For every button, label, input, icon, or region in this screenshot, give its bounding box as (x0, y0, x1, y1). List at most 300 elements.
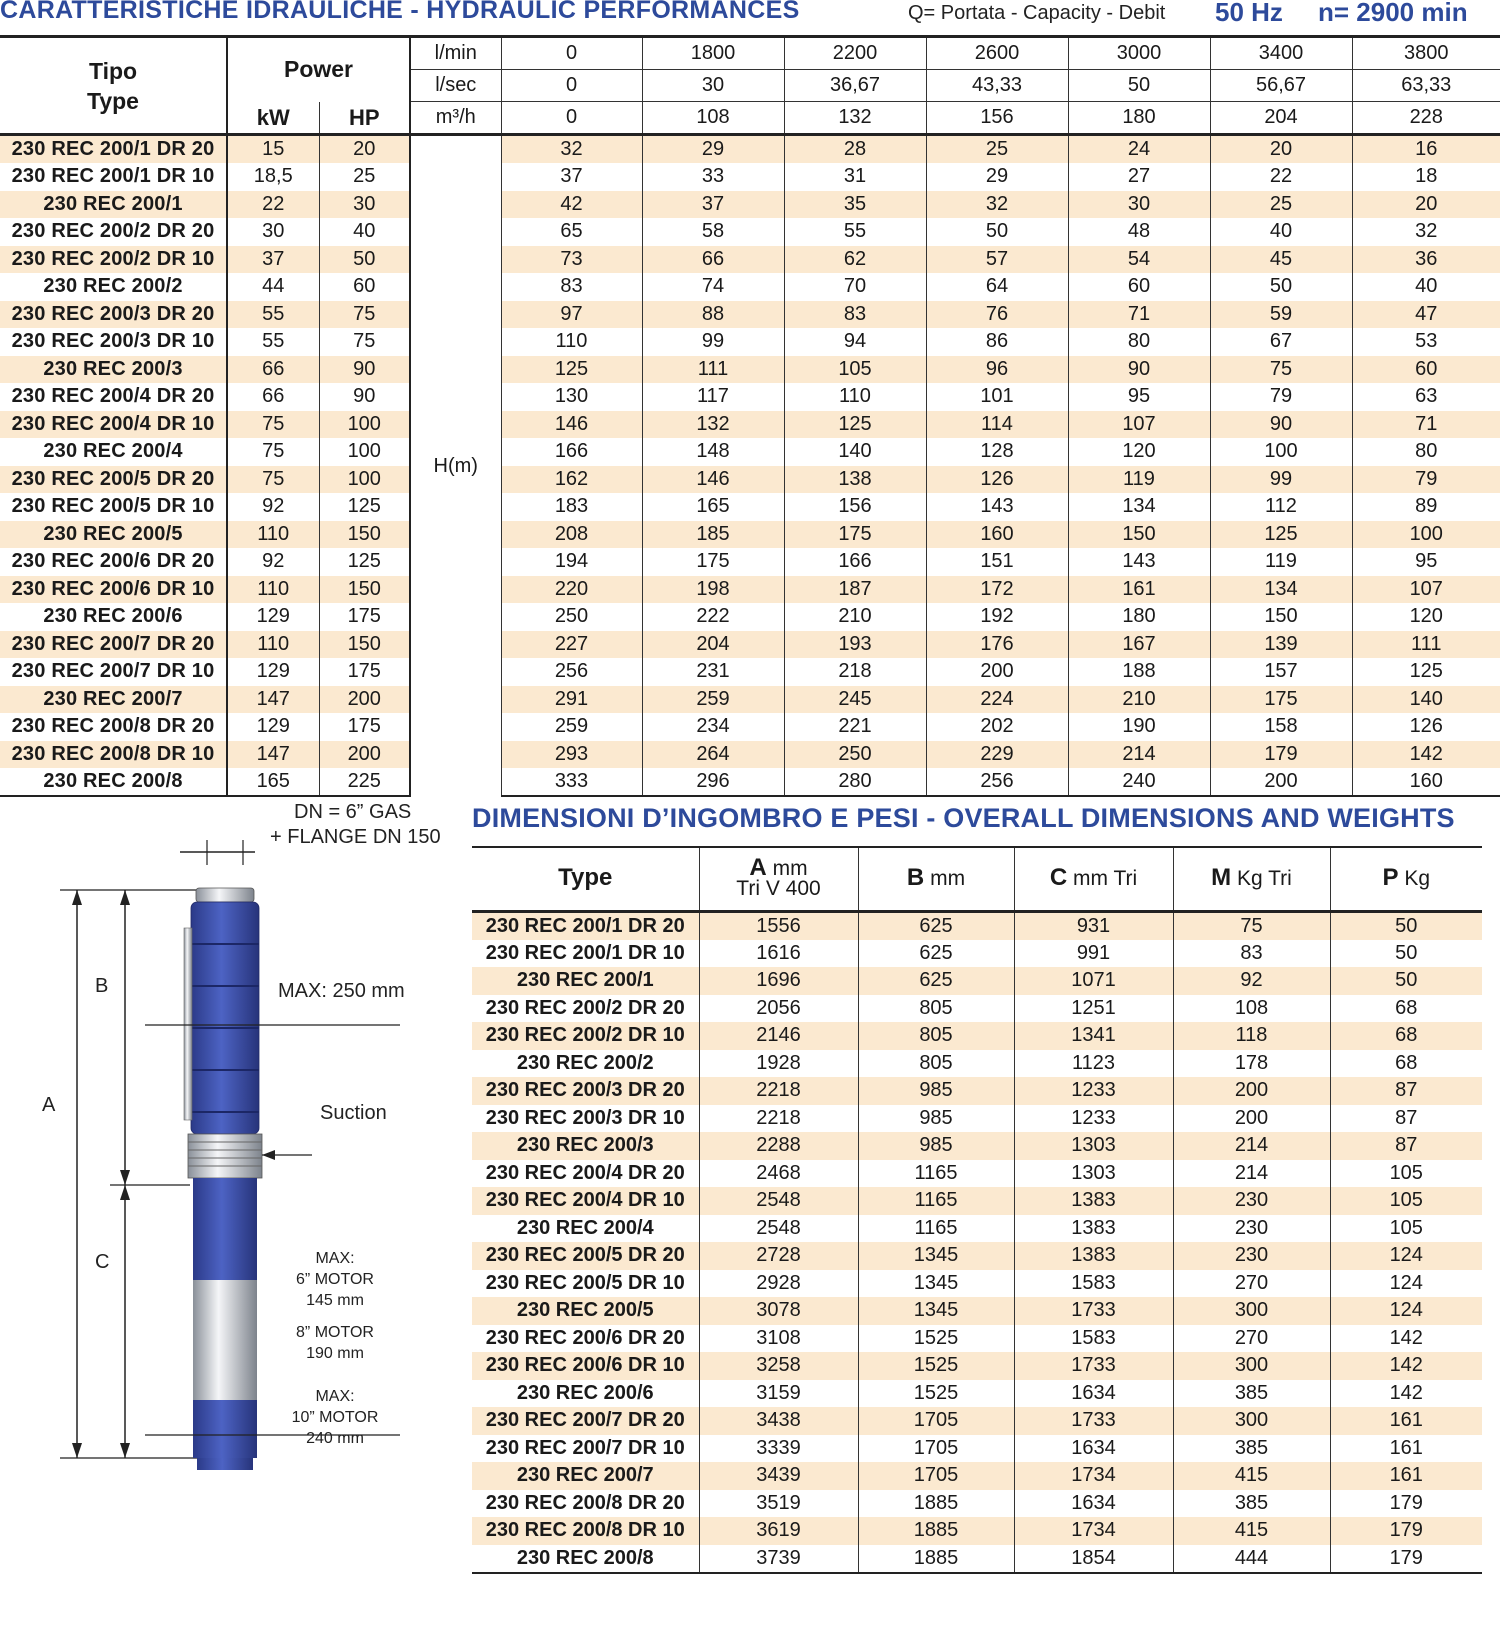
type-header (0, 37, 227, 135)
dim-p-cell: 68 (1330, 1022, 1482, 1050)
dim-m-cell: 108 (1173, 995, 1330, 1023)
head-value-cell: 59 (1210, 301, 1352, 329)
dim-p-cell: 87 (1330, 1132, 1482, 1160)
head-value-cell: 75 (1210, 356, 1352, 384)
head-value-cell: 187 (784, 576, 926, 604)
dim-c-cell: 1233 (1014, 1105, 1173, 1133)
dim-m-cell: 415 (1173, 1462, 1330, 1490)
head-value-cell: 183 (554, 495, 589, 518)
flow-unit-lmin: l/min (410, 37, 501, 70)
head-value-cell: 296 (642, 768, 784, 796)
table-row (0, 493, 1500, 521)
dim-b-cell: 1345 (858, 1242, 1014, 1270)
pump-type-cell: 230 REC 200/8 DR 20 (11, 715, 215, 738)
power-hp-cell: 75 (319, 328, 410, 356)
power-kw-cell: 66 (227, 383, 319, 411)
head-value-cell: 80 (1352, 438, 1500, 466)
head-value-cell: 126 (926, 466, 1068, 494)
dim-a-cell: 2548 (699, 1215, 858, 1243)
pump-type-cell: 230 REC 200/2 DR 10 (0, 246, 227, 274)
head-value-cell: 185 (642, 521, 784, 549)
table-row (0, 658, 1500, 686)
dim-a-cell: 3439 (699, 1462, 858, 1490)
table-row (472, 1077, 1482, 1105)
head-value-cell: 24 (1068, 135, 1210, 164)
head-value-cell: 90 (1210, 411, 1352, 439)
kw-header: kW (227, 102, 319, 135)
head-value-cell: 198 (642, 576, 784, 604)
dim-c-cell: 991 (1014, 940, 1173, 968)
head-value-cell: 146 (501, 411, 642, 439)
pump-type-cell: 230 REC 200/8 DR 20 (485, 1491, 685, 1514)
table-row (472, 1325, 1482, 1353)
dim-p-header (1330, 847, 1482, 911)
dim-b-cell: 805 (858, 1022, 1014, 1050)
pump-type-cell: 230 REC 200/7 DR 20 (0, 631, 227, 659)
dim-p-cell: 124 (1330, 1297, 1482, 1325)
head-value-cell: 37 (560, 165, 583, 188)
head-value-cell: 101 (926, 383, 1068, 411)
head-value-cell: 30 (1068, 191, 1210, 219)
head-value-cell: 156 (784, 493, 926, 521)
m-letter: M (1211, 864, 1232, 892)
b-letter: B (906, 864, 925, 892)
head-value-cell: 143 (1068, 548, 1210, 576)
power-hp-cell: 90 (319, 383, 410, 411)
head-value-cell: 65 (560, 220, 583, 243)
dim-m-cell: 415 (1173, 1517, 1330, 1545)
head-value-cell: 160 (1352, 768, 1500, 796)
dim-p-cell: 179 (1330, 1545, 1482, 1573)
head-value-cell: 259 (642, 686, 784, 714)
head-value-cell: 33 (642, 163, 784, 191)
dim-p-cell: 161 (1330, 1435, 1482, 1463)
head-value-cell: 25 (1210, 191, 1352, 219)
power-hp-cell: 50 (319, 246, 410, 274)
pump-type-cell: 230 REC 200/8 DR 10 (472, 1517, 699, 1545)
dim-a-cell: 1556 (699, 911, 858, 940)
head-value-cell: 160 (926, 521, 1068, 549)
dim-m-header (1173, 847, 1330, 911)
table-row (0, 135, 1500, 164)
head-value-cell: 62 (784, 246, 926, 274)
flow-lsec-cell: 43,33 (926, 70, 1068, 102)
power-hp-cell: 175 (319, 713, 410, 741)
head-value-cell: 79 (1210, 383, 1352, 411)
head-value-cell: 130 (554, 385, 589, 408)
head-value-cell: 67 (1210, 328, 1352, 356)
dim-a-header (699, 847, 858, 911)
dim-c-cell: 1303 (1014, 1160, 1173, 1188)
dim-m-cell: 118 (1173, 1022, 1330, 1050)
flow-lmin-cell: 0 (501, 37, 642, 70)
head-value-cell: 180 (1068, 603, 1210, 631)
speed-label: n= 2900 min (1318, 0, 1468, 27)
table-row (472, 1435, 1482, 1463)
head-value-cell: 193 (784, 631, 926, 659)
dim-c-cell: 1341 (1014, 1022, 1173, 1050)
capacity-note: Q= Portata - Capacity - Debit (908, 2, 1166, 24)
head-value-cell: 119 (1210, 548, 1352, 576)
c-letter: C (1049, 864, 1068, 892)
head-value-cell: 221 (784, 713, 926, 741)
head-value-cell: 90 (1068, 356, 1210, 384)
pump-type-cell: 230 REC 200/7 DR 10 (485, 1436, 685, 1459)
pump-type-cell: 230 REC 200/8 (472, 1545, 699, 1573)
dim-b-cell: 1705 (858, 1407, 1014, 1435)
pump-type-cell: 230 REC 200/4 DR 20 (485, 1161, 685, 1184)
pump-type-cell: 230 REC 200/2 DR 20 (485, 996, 685, 1019)
head-value-cell: 140 (1352, 686, 1500, 714)
head-value-cell: 138 (784, 466, 926, 494)
dim-p-cell: 142 (1330, 1380, 1482, 1408)
head-value-cell: 146 (642, 466, 784, 494)
dim-c-header (1014, 847, 1173, 911)
b-unit: mm (930, 867, 966, 891)
dim-a-cell: 2548 (699, 1187, 858, 1215)
flow-unit-lsec: l/sec (410, 70, 501, 102)
flow-m3h-cell: 108 (642, 102, 784, 135)
head-value-cell: 220 (501, 576, 642, 604)
head-value-cell: 222 (642, 603, 784, 631)
pump-type-cell: 230 REC 200/7 DR 10 (11, 660, 215, 683)
head-value-cell: 259 (554, 715, 589, 738)
power-hp-cell: 150 (319, 521, 410, 549)
head-value-cell: 64 (926, 273, 1068, 301)
head-value-cell: 99 (1210, 466, 1352, 494)
head-value-cell: 86 (926, 328, 1068, 356)
dim-a-cell: 3339 (699, 1435, 858, 1463)
head-value-cell: 150 (1210, 603, 1352, 631)
table-row (0, 521, 1500, 549)
head-value-cell: 37 (642, 191, 784, 219)
head-value-cell: 111 (1352, 631, 1500, 659)
table-row (0, 246, 1500, 274)
pump-type-cell: 230 REC 200/3 DR 10 (11, 330, 215, 353)
pump-type-cell: 230 REC 200/4 DR 20 (11, 385, 215, 408)
dim-m-cell: 230 (1173, 1187, 1330, 1215)
motor-6-note (285, 1248, 385, 1311)
flow-lsec-cell: 0 (501, 70, 642, 102)
dim-a-cell: 3438 (699, 1407, 858, 1435)
head-value-cell: 25 (926, 135, 1068, 164)
pump-type-cell: 230 REC 200/1 DR 20 (472, 911, 699, 940)
pump-type-cell: 230 REC 200/3 DR 20 (0, 301, 227, 329)
page-title: CARATTERISTICHE IDRAULICHE - HYDRAULIC PERFORMANCES (0, 0, 800, 24)
head-value-cell: 88 (642, 301, 784, 329)
head-value-cell: 194 (554, 550, 589, 573)
pump-type-cell: 230 REC 200/4 (516, 1216, 654, 1239)
head-value-cell: 229 (926, 741, 1068, 769)
dim-b-cell: 1885 (858, 1490, 1014, 1518)
dim-b-cell: 1885 (858, 1545, 1014, 1573)
head-value-cell: 200 (926, 658, 1068, 686)
head-value-cell: 80 (1068, 328, 1210, 356)
dim-c-cell: 1583 (1014, 1270, 1173, 1298)
motor-6-size: 145 mm (306, 1292, 364, 1309)
head-value-cell: 202 (926, 713, 1068, 741)
head-value-cell: 120 (1352, 603, 1500, 631)
dim-c-cell: 931 (1014, 911, 1173, 940)
p-unit: Kg (1404, 867, 1431, 891)
head-value-cell: 192 (926, 603, 1068, 631)
pump-type-cell: 230 REC 200/1 (0, 191, 227, 219)
head-value-cell: 188 (1068, 658, 1210, 686)
head-value-cell: 66 (642, 246, 784, 274)
flow-lsec-cell: 50 (1068, 70, 1210, 102)
dim-m-cell: 300 (1173, 1407, 1330, 1435)
power-hp-cell: 150 (319, 576, 410, 604)
power-kw-cell: 15 (227, 135, 319, 164)
head-value-cell: 63 (1352, 383, 1500, 411)
type-header-it: Tipo (88, 57, 138, 84)
power-kw-cell: 110 (227, 521, 319, 549)
dim-c-cell: 1634 (1014, 1490, 1173, 1518)
dim-b-cell: 1885 (858, 1517, 1014, 1545)
pump-type-cell: 230 REC 200/2 (516, 1051, 654, 1074)
max-diameter-label: MAX: 250 mm (278, 980, 405, 1002)
head-value-cell: 99 (642, 328, 784, 356)
power-kw-cell: 147 (227, 741, 319, 769)
table-row (472, 1462, 1482, 1490)
dim-m-cell: 200 (1173, 1077, 1330, 1105)
pump-type-cell: 230 REC 200/6 DR 20 (485, 1326, 685, 1349)
dim-a-cell: 3519 (699, 1490, 858, 1518)
table-row (0, 218, 1500, 246)
dim-m-cell: 230 (1173, 1215, 1330, 1243)
head-value-cell: 210 (1068, 686, 1210, 714)
dim-c-cell: 1071 (1014, 967, 1173, 995)
head-value-cell: 200 (1210, 768, 1352, 796)
table-row (472, 1407, 1482, 1435)
m-unit: Kg Tri (1236, 867, 1292, 891)
dim-m-cell: 214 (1173, 1160, 1330, 1188)
flow-m3h-cell: 156 (926, 102, 1068, 135)
dim-c-cell: 1383 (1014, 1242, 1173, 1270)
dim-a-cell: 1928 (699, 1050, 858, 1078)
motor-max-label: MAX: (315, 1388, 355, 1405)
dim-m-cell: 75 (1173, 911, 1330, 940)
pump-type-cell: 230 REC 200/3 DR 20 (472, 1077, 699, 1105)
head-value-cell: 27 (1068, 163, 1210, 191)
dim-c-cell: 1233 (1014, 1077, 1173, 1105)
head-value-cell: 210 (784, 603, 926, 631)
head-value-cell: 166 (784, 548, 926, 576)
dim-p-cell: 68 (1330, 995, 1482, 1023)
table-row (472, 1187, 1482, 1215)
power-kw-cell: 66 (227, 356, 319, 384)
dim-m-cell: 300 (1173, 1352, 1330, 1380)
head-value-cell: 333 (501, 768, 642, 796)
dim-a-cell: 1696 (699, 967, 858, 995)
pump-type-cell: 230 REC 200/2 (43, 275, 183, 298)
dimensions-title: DIMENSIONI D’INGOMBRO E PESI - OVERALL DIMENSIONS AND WEIGHTS (472, 803, 1455, 833)
table-row (0, 383, 1500, 411)
power-hp-cell: 175 (319, 603, 410, 631)
power-hp-cell: 125 (319, 548, 410, 576)
head-value-cell: 58 (642, 218, 784, 246)
power-kw-cell: 75 (227, 438, 319, 466)
head-value-cell: 110 (555, 330, 588, 353)
flow-lsec-cell: 30 (642, 70, 784, 102)
dim-a-cell: 2288 (699, 1132, 858, 1160)
head-value-cell: 175 (1210, 686, 1352, 714)
head-value-cell: 71 (1068, 301, 1210, 329)
table-row (472, 1352, 1482, 1380)
hp-header: HP (319, 102, 410, 135)
power-hp-cell: 30 (319, 191, 410, 219)
power-kw-cell: 75 (227, 411, 319, 439)
table-row (0, 713, 1500, 741)
pump-type-cell: 230 REC 200/6 (43, 605, 183, 628)
head-value-cell: 143 (926, 493, 1068, 521)
dim-m-cell: 83 (1173, 940, 1330, 968)
head-label: H(m) (410, 135, 501, 797)
head-value-cell: 140 (784, 438, 926, 466)
head-value-cell: 28 (784, 135, 926, 164)
head-value-cell: 105 (784, 356, 926, 384)
head-value-cell: 139 (1210, 631, 1352, 659)
dim-p-cell: 105 (1330, 1215, 1482, 1243)
pump-type-cell: 230 REC 200/5 DR 10 (11, 495, 215, 518)
head-value-cell: 60 (1068, 273, 1210, 301)
dim-b-cell: 1525 (858, 1325, 1014, 1353)
table-row (472, 1490, 1482, 1518)
dim-c-cell: 1733 (1014, 1352, 1173, 1380)
head-value-cell: 256 (926, 768, 1068, 796)
table-row (472, 1242, 1482, 1270)
table-row (472, 940, 1482, 968)
pump-type-cell: 230 REC 200/5 DR 10 (485, 1271, 685, 1294)
dim-a-cell: 2218 (699, 1105, 858, 1133)
power-kw-cell: 110 (227, 576, 319, 604)
head-value-cell: 79 (1352, 466, 1500, 494)
flange-label: + FLANGE DN 150 (270, 826, 441, 848)
flow-lsec-cell: 56,67 (1210, 70, 1352, 102)
motor-8-note (285, 1322, 385, 1364)
power-kw-cell: 92 (227, 493, 319, 521)
head-value-cell: 94 (784, 328, 926, 356)
pump-illustration (0, 810, 460, 1510)
head-value-cell: 280 (784, 768, 926, 796)
dim-b-cell: 1705 (858, 1435, 1014, 1463)
head-value-cell: 50 (1210, 273, 1352, 301)
p-letter: P (1382, 864, 1399, 892)
pump-type-cell: 230 REC 200/1 DR 10 (485, 941, 685, 964)
dim-c-label: C (95, 1251, 110, 1273)
dim-c-cell: 1733 (1014, 1297, 1173, 1325)
pump-type-cell: 230 REC 200/1 DR 10 (11, 165, 215, 188)
head-value-cell: 76 (926, 301, 1068, 329)
table-row (0, 273, 1500, 301)
table-row (472, 1517, 1482, 1545)
hydraulic-performance-table (0, 35, 1500, 797)
pump-type-cell: 230 REC 200/5 (0, 521, 227, 549)
pump-type-cell: 230 REC 200/1 DR 20 (0, 135, 227, 164)
dim-c-cell: 1583 (1014, 1325, 1173, 1353)
head-value-cell: 110 (784, 383, 926, 411)
head-value-cell: 95 (1352, 548, 1500, 576)
head-value-cell: 179 (1210, 741, 1352, 769)
motor-8-label: 8” MOTOR (296, 1324, 374, 1341)
table-row (0, 191, 1500, 219)
flow-m3h-cell: 0 (501, 102, 642, 135)
head-value-cell: 119 (1068, 466, 1210, 494)
dim-a-cell: 1616 (699, 940, 858, 968)
head-value-cell: 157 (1210, 658, 1352, 686)
head-value-cell: 100 (1210, 438, 1352, 466)
dim-b-cell: 985 (858, 1105, 1014, 1133)
pump-type-cell: 230 REC 200/2 DR 20 (11, 220, 215, 243)
head-value-cell: 32 (1352, 218, 1500, 246)
power-hp-cell: 100 (319, 438, 410, 466)
dim-c-cell: 1734 (1014, 1462, 1173, 1490)
head-value-cell: 151 (926, 548, 1068, 576)
motor-8-size: 190 mm (306, 1345, 364, 1362)
dim-m-cell: 92 (1173, 967, 1330, 995)
table-row (472, 1545, 1482, 1573)
table-row (472, 1022, 1482, 1050)
head-value-cell: 125 (1352, 658, 1500, 686)
head-value-cell: 126 (1352, 713, 1500, 741)
dim-b-header (858, 847, 1014, 911)
head-value-cell: 208 (501, 521, 642, 549)
flow-lmin-cell: 2600 (926, 37, 1068, 70)
head-value-cell: 240 (1068, 768, 1210, 796)
head-value-cell: 47 (1352, 301, 1500, 329)
power-hp-cell: 75 (319, 301, 410, 329)
flow-m3h-cell: 132 (784, 102, 926, 135)
c-unit: mm Tri (1073, 867, 1138, 891)
flow-unit-m3h: m³/h (410, 102, 501, 135)
head-value-cell: 132 (642, 411, 784, 439)
head-value-cell: 42 (501, 191, 642, 219)
table-row (472, 1132, 1482, 1160)
power-kw-cell: 147 (227, 686, 319, 714)
head-value-cell: 231 (642, 658, 784, 686)
power-kw-cell: 37 (227, 246, 319, 274)
dim-p-cell: 68 (1330, 1050, 1482, 1078)
flow-lsec-cell: 63,33 (1352, 70, 1500, 102)
head-value-cell: 162 (501, 466, 642, 494)
pump-type-cell: 230 REC 200/6 DR 20 (11, 550, 215, 573)
dim-m-cell: 385 (1173, 1435, 1330, 1463)
head-value-cell: 167 (1068, 631, 1210, 659)
power-hp-cell: 100 (319, 466, 410, 494)
flow-lmin-cell: 3400 (1210, 37, 1352, 70)
head-value-cell: 227 (501, 631, 642, 659)
pump-drawing (0, 801, 460, 1510)
dim-b-cell: 1705 (858, 1462, 1014, 1490)
table-row (0, 328, 1500, 356)
dim-p-cell: 179 (1330, 1490, 1482, 1518)
head-value-cell: 107 (1352, 576, 1500, 604)
flow-m3h-cell: 204 (1210, 102, 1352, 135)
pump-type-cell: 230 REC 200/1 (472, 967, 699, 995)
suction-label: Suction (320, 1102, 387, 1124)
dim-c-cell: 1734 (1014, 1517, 1173, 1545)
head-value-cell: 250 (554, 605, 589, 628)
motor-max-label: MAX: (315, 1250, 355, 1267)
head-value-cell: 134 (1068, 493, 1210, 521)
header-bar (0, 0, 1500, 30)
pump-type-cell: 230 REC 200/2 DR 10 (472, 1022, 699, 1050)
power-hp-cell: 60 (319, 273, 410, 301)
table-row (472, 1050, 1482, 1078)
dim-p-cell: 179 (1330, 1517, 1482, 1545)
head-value-cell: 250 (784, 741, 926, 769)
head-value-cell: 107 (1068, 411, 1210, 439)
